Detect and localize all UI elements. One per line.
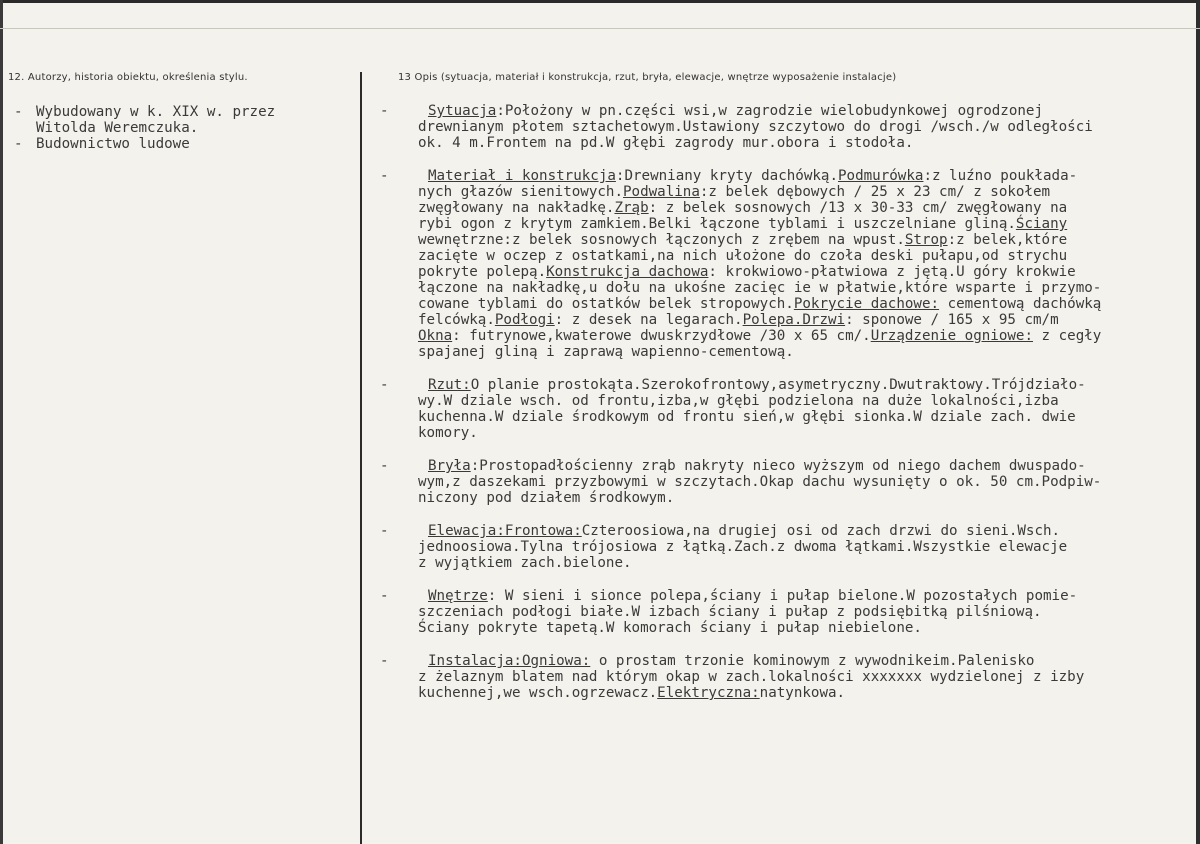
description-section [380,523,1195,571]
text-run: drewnianym płotem sztachetowym.Ustawiony szczytowo do drogi /wsch./w odległości [418,119,1093,135]
text-run: cementową dachówką [939,296,1102,312]
text-line: Wybudowany w k. XIX w. przez [36,104,276,120]
text-line [418,200,1195,216]
text-run: komory. [418,425,478,441]
text-run: z żelaznym blatem nad którym okap w zach.lokalności xxxxxxx wydzielonej z izby [418,669,1085,685]
text-run: z cegły [1033,328,1102,344]
text-line: Witolda Weremczuka. [36,120,199,136]
text-run: O planie prostokąta.Szerokofrontowy,asymetryczny.Dwutraktowy.Trójdziało- [470,377,1086,393]
text-run: wewnętrzne:z belek sosnowych łączonych z zrębem na wpust. [418,232,905,248]
description-section [380,458,1195,506]
text-run: :Prostopadłościenny zrąb nakryty nieco wyższym od niego dachem dwuspado- [470,458,1086,474]
text-line: Budownictwo ludowe [36,136,190,152]
text-line [418,653,1195,669]
text-run: szczeniach podłogi białe.W izbach ściany i pułap z podsiębitką pilśniową. [418,604,1042,620]
section-text [418,377,1195,441]
text-line [418,474,1195,490]
description-section [380,377,1195,441]
text-run: pokryte polepą. [418,264,547,280]
text-line [418,604,1195,620]
text-run: spajanej gliną i zaprawą wapienno-cementową. [418,344,794,360]
text-run: nych głazów sienitowych. [418,184,623,200]
text-run: :Drewniany kryty dachówką. [615,168,839,184]
left-list-item [14,136,344,152]
text-line [418,620,1195,636]
text-line [418,103,1195,119]
description-section [380,168,1195,360]
frame-top-border [0,0,1200,3]
text-line [418,393,1195,409]
underlined-heading: Konstrukcja dachowa [546,264,709,280]
left-list-item [14,104,344,136]
text-run: z wyjątkiem zach.bielone. [418,555,632,571]
text-line [418,312,1195,328]
column-divider [360,72,362,844]
text-line [418,248,1195,264]
description-section [380,588,1195,636]
text-line [418,377,1195,393]
text-run: :z luźno poukłada- [923,168,1078,184]
text-line [418,135,1195,151]
text-line [418,328,1195,344]
header-section-13: 13 Opis (sytuacja, materiał i konstrukcja, rzut, bryła, elewacje, wnętrze wyposażenie instalacje) [398,72,897,83]
text-line [418,458,1195,474]
frame-right-border [1196,0,1200,844]
header-section-12: 12. Autorzy, historia obiektu, określenia stylu. [8,72,248,83]
bullet-dash: - [380,103,389,119]
text-run: kuchennej,we wsch.ogrzewacz. [418,685,658,701]
text-run: :z belek,które [947,232,1068,248]
section-text [418,588,1195,636]
underlined-heading: Polepa.Drzwi [742,312,846,328]
section-text [418,458,1195,506]
text-line [418,119,1195,135]
text-line [418,409,1195,425]
text-line [418,685,1195,701]
text-run: Czteroosiowa,na drugiej osi od zach drzwi do sieni.Wsch. [581,523,1061,539]
section-text [418,523,1195,571]
text-run: felcówką. [418,312,495,328]
text-line [418,168,1195,184]
text-line [418,184,1195,200]
text-run: zwęgłowany na nakładkę. [418,200,615,216]
underlined-heading: Wnętrze [428,588,488,604]
authors-history-column [14,104,344,152]
section-text [418,653,1195,701]
underlined-heading: Elektryczna: [657,685,760,701]
text-line [418,588,1195,604]
section-text [418,103,1195,151]
frame-left-border [0,0,3,844]
text-line [418,264,1195,280]
description-section [380,103,1195,151]
underlined-heading: Sytuacja [428,103,497,119]
text-run: Ściany pokryte tapetą.W komorach ściany i pułap niebielone. [418,620,922,636]
text-run: wym,z daszekami przyzbowymi w szczytach.Okap dachu wysunięty o ok. 50 cm.Podpiw- [418,474,1102,490]
text-run: : krokwiowo-płatwiowa z jętą.U góry krokwie [708,264,1076,280]
text-run: jednoosiowa.Tylna trójosiowa z łątką.Zach.z dwoma łątkami.Wszystkie elewacje [418,539,1068,555]
text-run: zacięte w oczep z ostatkami,na nich ułożone do czoła deski pułapu,od strychu [418,248,1068,264]
bullet-dash: - [380,653,389,669]
text-run: wy.W dziale wsch. od frontu,izba,w głębi podzielona na duże lokalności,izba [418,393,1059,409]
text-run: o prostam trzonie kominowym z wywodnikeim.Palenisko [590,653,1035,669]
text-run: : W sieni i sionce polepa,ściany i pułap bielone.W pozostałych pomie- [487,588,1078,604]
text-line [418,232,1195,248]
text-run: :z belek dębowych / 25 x 23 cm/ z sokołem [699,184,1051,200]
bullet-dash: - [380,168,389,184]
underlined-heading: Instalacja:Ogniowa: [428,653,591,669]
bullet-dash: - [380,588,389,604]
text-line [418,539,1195,555]
bullet-dash: - [380,523,389,539]
bullet-dash: - [14,104,23,120]
text-run: : sponowe / 165 x 95 cm/m [845,312,1059,328]
top-rule [0,28,1200,29]
underlined-heading: Zrąb [614,200,649,216]
bullet-dash: - [380,377,389,393]
underlined-heading: Materiał i konstrukcja [428,168,616,184]
text-line [418,490,1195,506]
text-line [418,216,1195,232]
bullet-dash: - [14,136,23,152]
description-section [380,653,1195,701]
underlined-heading: Bryła [428,458,471,474]
underlined-heading: Podwalina [623,184,700,200]
underlined-heading: Podmurówka [838,168,924,184]
underlined-heading: Urządzenie ogniowe: [870,328,1034,344]
bullet-dash: - [380,458,389,474]
description-column [380,103,1195,718]
text-line [418,425,1195,441]
text-run: niczony pod działem środkowym. [418,490,675,506]
text-line [418,669,1195,685]
text-run: :Położony w pn.części wsi,w zagrodzie wielobudynkowej ogrodzonej [496,103,1044,119]
text-line [418,523,1195,539]
text-line [418,344,1195,360]
underlined-heading: Strop [904,232,948,248]
underlined-heading: Okna [418,328,453,344]
text-run: : z desek na legarach. [554,312,743,328]
left-item-text [36,136,190,152]
text-line [418,280,1195,296]
underlined-heading: Podłogi [494,312,555,328]
text-run: cowane tyblami do ostatków belek stropowych. [418,296,794,312]
underlined-heading: Pokrycie dachowe: [793,296,940,312]
text-line [418,296,1195,312]
underlined-heading: Ściany [1015,216,1068,232]
text-run: ok. 4 m.Frontem na pd.W głębi zagrody mur.obora i stodoła. [418,135,914,151]
section-text [418,168,1195,360]
text-run: : futrynowe,kwaterowe dwuskrzydłowe /30 x 65 cm/. [452,328,871,344]
text-run: natynkowa. [759,685,846,701]
text-run: łączone na nakładkę,u dołu na ukośne zacięc ie w płatwie,które wsparte i przymo- [418,280,1102,296]
underlined-heading: Elewacja:Frontowa: [428,523,582,539]
text-run: : z belek sosnowych /13 x 30-33 cm/ zwęgłowany na [648,200,1068,216]
text-run: rybi ogon z krytym zamkiem.Belki łączone tyblami i uszczelniane gliną. [418,216,1016,232]
text-run: kuchenna.W dziale środkowym od frontu sień,w głębi sionka.W dziale zach. dwie [418,409,1076,425]
underlined-heading: Rzut: [428,377,471,393]
left-item-text [36,104,275,136]
text-line [418,555,1195,571]
